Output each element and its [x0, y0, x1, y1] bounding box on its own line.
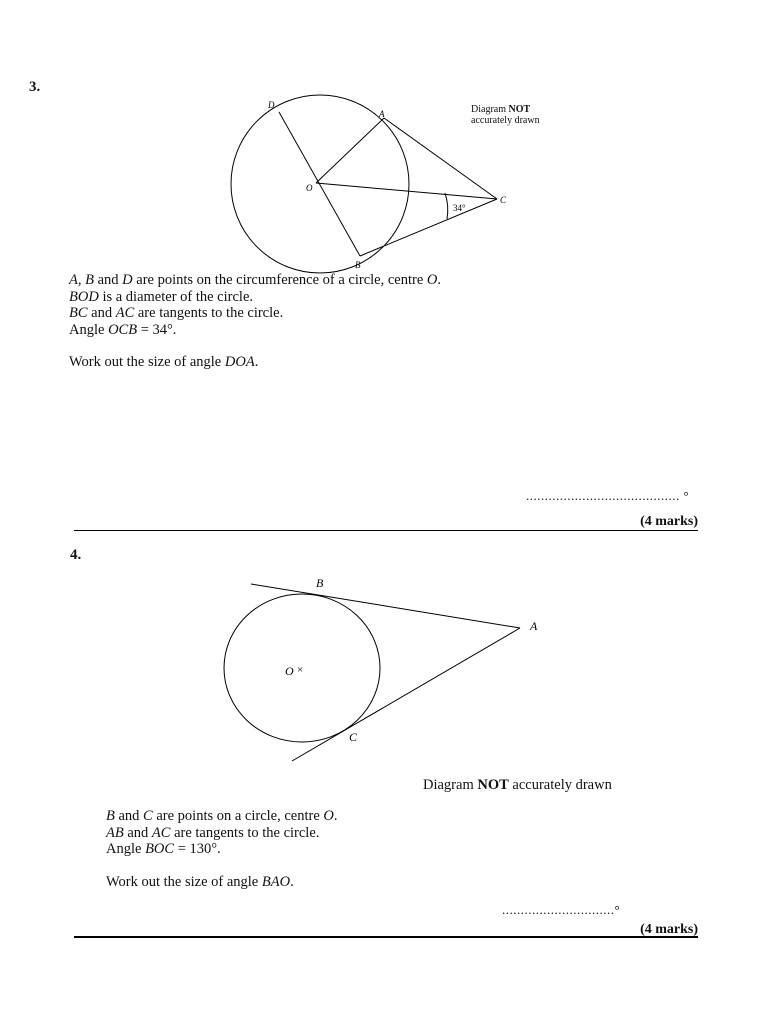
q3-diameter-bod — [279, 112, 360, 256]
q4-task: Work out the size of angle BAO. — [106, 873, 294, 890]
question-3-diagram — [0, 0, 768, 290]
q4-statements — [106, 808, 338, 890]
q4-statement-2: AB and AC are tangents to the circle. — [106, 824, 320, 841]
q3-diagram-note: Diagram NOT accurately drawn — [471, 104, 540, 126]
q4-label-c: C — [349, 730, 358, 744]
q3-radius-oa — [316, 118, 384, 183]
q4-label-a: A — [530, 619, 538, 633]
q3-label-o: O — [306, 183, 313, 193]
question-4-diagram — [0, 560, 768, 780]
q4-centre-mark: × — [297, 664, 304, 676]
q3-statement-1: A, B and D are points on the circumference of a circle, centre O. — [69, 272, 442, 288]
q3-answer-line[interactable]: ......................................... ° — [526, 488, 690, 503]
q3-statement-4: Angle OCB = 34°. — [69, 321, 177, 338]
q4-statement-3: Angle BOC = 130°. — [106, 841, 221, 857]
q3-tangent-bc — [360, 199, 497, 256]
q4-divider — [74, 936, 698, 938]
q3-statements — [69, 272, 441, 371]
q4-answer-line[interactable]: ..............................° — [502, 902, 621, 917]
q3-statement-3: BC and AC are tangents to the circle. — [69, 305, 284, 321]
q3-divider — [74, 530, 698, 531]
question-3-number: 3. — [29, 79, 41, 95]
q4-tangent-ab — [251, 584, 520, 628]
q3-label-b: B — [355, 260, 361, 270]
q3-marks: (4 marks) — [640, 514, 698, 529]
q3-task: Work out the size of angle DOA. — [69, 354, 259, 370]
q4-tangent-ac — [292, 628, 520, 761]
q3-tangent-ac — [384, 118, 497, 199]
q3-angle-label: 34° — [453, 203, 466, 213]
q4-diagram-note: Diagram NOT accurately drawn — [423, 777, 612, 793]
q4-statement-1: B and C are points on a circle, centre O. — [106, 808, 338, 824]
q3-angle-arc — [445, 193, 448, 219]
q3-label-d: D — [268, 100, 275, 110]
q3-statement-2: BOD is a diameter of the circle. — [69, 288, 254, 305]
q4-marks: (4 marks) — [640, 922, 698, 937]
q3-label-c: C — [500, 195, 507, 205]
q4-label-o: O — [285, 664, 294, 678]
q3-line-oc — [316, 183, 497, 199]
q4-label-b: B — [316, 576, 324, 590]
question-4-number: 4. — [70, 547, 82, 563]
q3-label-a: A — [379, 109, 385, 119]
